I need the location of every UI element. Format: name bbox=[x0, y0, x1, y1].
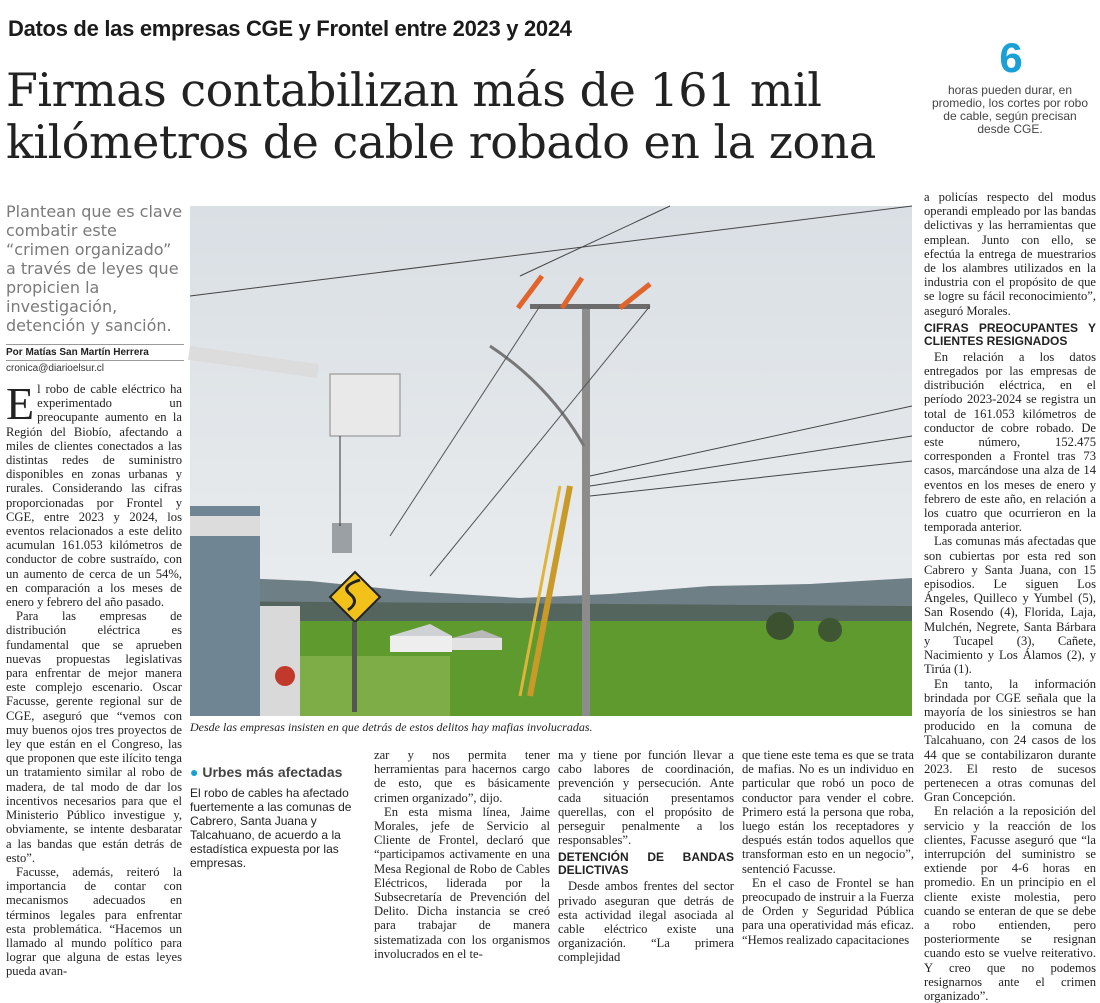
sidebar-text: El robo de cables ha afectado fuertemente a las comunas de Cabrero, Santa Juana y Talcahuano, de acuerdo a la estadística expuesta por las empresas. bbox=[190, 786, 352, 870]
article-column-5 bbox=[924, 190, 1096, 1003]
author-email: cronica@diarioelsur.cl bbox=[6, 363, 104, 374]
byline: Por Matías San Martín Herrera bbox=[6, 344, 184, 361]
bullet-icon: ● bbox=[190, 764, 203, 780]
photo-power-pole bbox=[190, 206, 912, 716]
article-column-1 bbox=[6, 378, 182, 979]
photo-illustration bbox=[190, 206, 912, 716]
paragraph: En relación a la reposición del servicio y la reacción de los clientes, Facusse aseguró que “la interrupción del suministro se extiende por 4-6 horas en promedio. En un principio en el cliente existe molestia, pero cuando se enteran de que se debe a robo entienden, pero posteriormente se resignan cuando esto se vuelve reiterativo. Y creo que no podemos resignarnos ante el crimen organizado”. bbox=[924, 804, 1096, 1003]
article-column-2 bbox=[374, 748, 550, 961]
headline: Firmas contabilizan más de 161 mil kilómetros de cable robado en la zona bbox=[6, 63, 876, 169]
paragraph: Desde ambos frentes del sector privado aseguran que detrás de esta actividad ilegal asociada al cable eléctrico existe una organización. “La primera complejidad bbox=[558, 879, 734, 965]
sidebar-title bbox=[190, 764, 366, 780]
drop-cap: E bbox=[6, 378, 35, 429]
subheading: DETENCIÓN DE BANDAS DELICTIVAS bbox=[558, 850, 734, 878]
paragraph: En relación a los datos entregados por las empresas de distribución eléctrica, en el período 2023-2024 se registra un total de 161.053 kilómetros de conductor de cobre robado. De este número, 152.475 corresponden a Frontel tras 73 casos, marcándose una alza de 14 eventos en los meses de enero y febrero de este año, en relación a los cuatro que ocurrieron en la temporada anterior. bbox=[924, 349, 1096, 535]
paragraph: a policías respecto del modus operandi empleado por las bandas delictivas y las herramientas que emplean. Junto con ello, se efectúa la entrega de muestrarios de los alambres utilizados en la industria con el propósito de que se logre su fácil reconocimiento”, aseguró Morales. bbox=[924, 190, 1096, 318]
deck: Plantean que es clave combatir este “crimen organizado” a través de leyes que propicien la investigación, detención y sanción. bbox=[6, 202, 183, 335]
stat-text: horas pueden durar, en promedio, los cortes por robo de cable, según precisan desde CGE. bbox=[931, 83, 1089, 136]
stat-number: 6 bbox=[999, 34, 1023, 81]
photo-caption: Desde las empresas insisten en que detrás de estos delitos hay mafias involucradas. bbox=[190, 720, 593, 734]
paragraph: Las comunas más afectadas que son cubiertas por esta red son Cabrero y Santa Juana, con 15 episodios. Le siguen Los Ángeles, Quilleco y Yumbel (5), San Rosendo (4), Florida, Laja, Mulchén, Negrete, Santa Bárbara y Tucapel (3), Cañete, Nacimiento y Los Álamos (2), y Tirúa (1). bbox=[924, 534, 1096, 677]
paragraph: ma y tiene por función llevar a cabo labores de coordinación, prevención y persecución. Ante cada situación presentamos querellas, con el propósito de perseguir penalmente a los responsables”. bbox=[558, 748, 734, 848]
paragraph: En tanto, la información brindada por CGE señala que la mayoría de los siniestros se han producido en la comuna de Talcahuano, con 24 casos de los 44 que se contabilizaron durante 2023. El resto de sucesos pertenecen a otras comunas del Gran Concepción. bbox=[924, 676, 1096, 805]
kicker: Datos de las empresas CGE y Frontel entre 2023 y 2024 bbox=[8, 16, 572, 41]
article-column-3 bbox=[558, 748, 734, 965]
paragraph: Para las empresas de distribución eléctrica es fundamental que se aprueben nuevas propuestas legislativas para enfrentar de mejor manera este complejo escenario. Oscar Facusse, gerente regional sur de CGE, aseguró que “vemos con muy buenos ojos tres proyectos de ley que están en el Congreso, las que proponen que este ilícito tenga un tratamiento similar al robo de madera, de tal modo de dar los incentivos necesarios para que el Ministerio Público investigue y, obviamente, se intente desbaratar a las bandas que están detrás de esto”. bbox=[6, 609, 182, 865]
paragraph: l robo de cable eléctrico ha experimentado un preocupante aumento en la Región del Biobío, afectando a miles de clientes conectados a las distintas redes de suministro disponibles en zonas urbanas y rurales. Considerando las cifras proporcionadas por Frontel y CGE, entre 2023 y 2024, los eventos relacionados a este delito acumulan 161.053 kilómetros de conductor de cobre sustraído, con un aumento de cerca de un 54%, en comparación a los meses de enero y febrero del año pasado. bbox=[6, 382, 182, 610]
paragraph: zar y nos permita tener herramientas para hacernos cargo de esto, que es básicamente crimen organizado”, dijo. bbox=[374, 748, 550, 805]
article-column-4 bbox=[742, 748, 914, 948]
paragraph: que tiene este tema es que se trata de mafias. No es un individuo en particular que robó un poco de conductor para vender el cobre. Primero está la persona que roba, luego están los receptadores y después están todos aquellos que transforman esto en un negocio”, sentenció Facusse. bbox=[742, 748, 914, 876]
paragraph: Facusse, además, reiteró la importancia de contar con mecanismos adecuados en términos legales para enfrentar esta problemática. “Hacemos un llamado al mundo político para lograr que alguna de estas leyes pueda avan- bbox=[6, 864, 182, 979]
sidebar-title-text: Urbes más afectadas bbox=[202, 764, 343, 780]
subheading: CIFRAS PREOCUPANTES Y CLIENTES RESIGNADOS bbox=[924, 320, 1096, 348]
paragraph: En el caso de Frontel se han preocupado de instruir a la Fuerza de Orden y Seguridad Pública para una operatividad más eficaz. “Hemos realizado capacitaciones bbox=[742, 875, 914, 947]
paragraph: En esta misma línea, Jaime Morales, jefe de Servicio al Cliente de Frontel, declaró que “participamos activamente en una Mesa Regional de Robo de Cables Eléctricos, liderada por la Subsecretaría de Prevención del Delito. Dicha instancia se creó para trabajar de manera sistematizada con los organismos involucrados en el te- bbox=[374, 804, 550, 961]
